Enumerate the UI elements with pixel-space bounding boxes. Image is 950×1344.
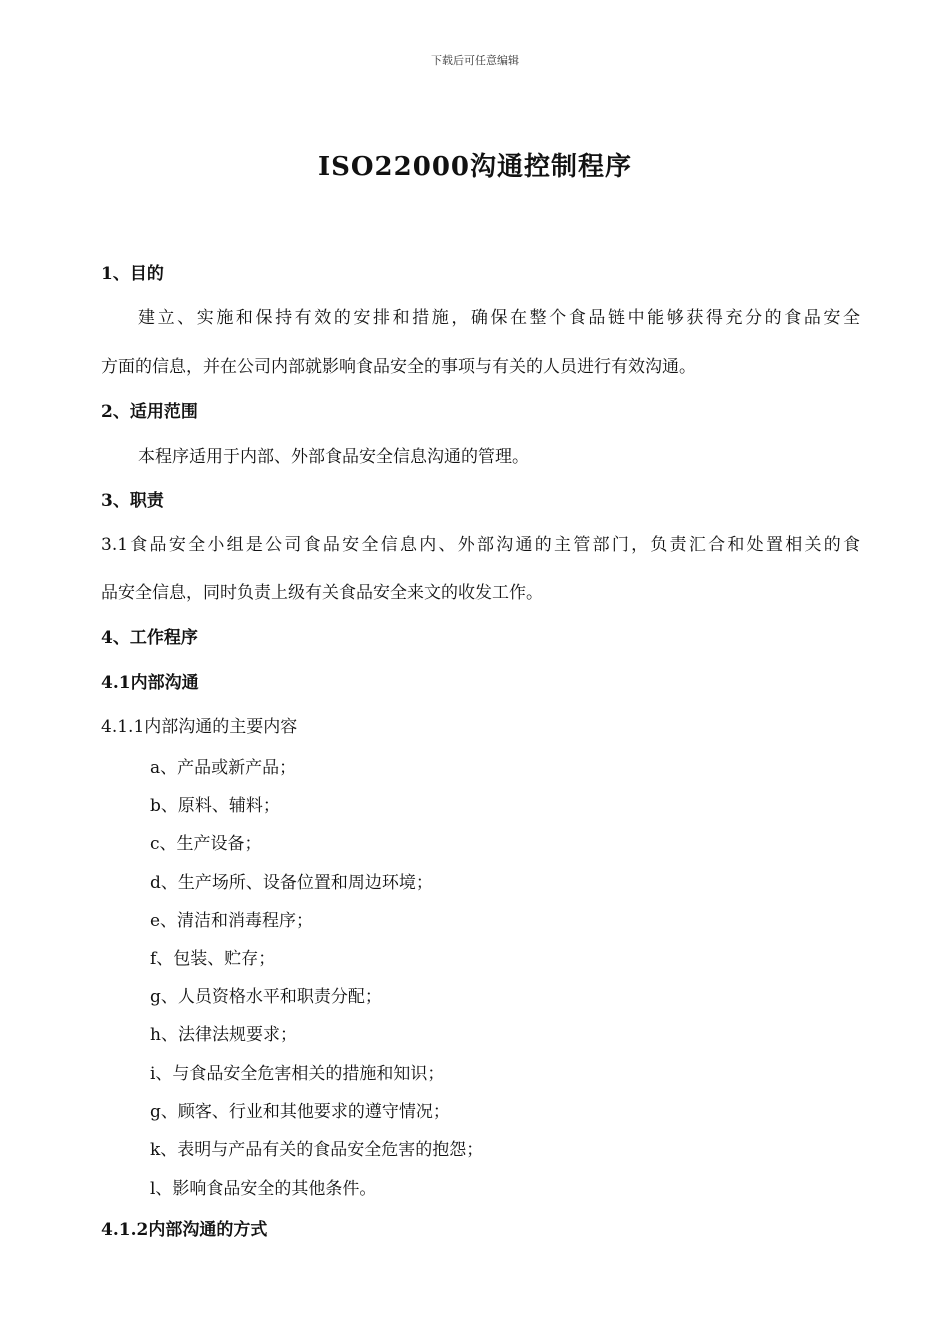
section-3-paragraph-line-1: 3.1食品安全小组是公司食品安全信息内、外部沟通的主管部门，负责汇合和处置相关的食 (101, 535, 860, 555)
section-2-heading: 2、适用范围 (101, 402, 198, 422)
list-item: a、产品或新产品； (150, 758, 297, 778)
list-item: d、生产场所、设备位置和周边环境； (150, 873, 433, 893)
section-4-1-2-heading: 4.1.2内部沟通的方式 (101, 1220, 268, 1240)
list-item: g、人员资格水平和职责分配； (150, 987, 382, 1007)
document-title: ISO22000沟通控制程序 (317, 152, 633, 182)
list-item: e、清洁和消毒程序； (150, 911, 314, 931)
list-item: f、包装、贮存； (150, 949, 276, 969)
list-item: l、影响食品安全的其他条件。 (150, 1179, 377, 1199)
section-1-paragraph-line-1: 建立、实施和保持有效的安排和措施，确保在整个食品链中能够获得充分的食品安全 (138, 308, 860, 328)
header-note: 下载后可任意编辑 (431, 54, 519, 67)
section-4-heading: 4、工作程序 (101, 628, 198, 648)
section-4-1-heading: 4.1内部沟通 (101, 673, 199, 693)
section-3-heading: 3、职责 (101, 491, 164, 511)
section-2-paragraph: 本程序适用于内部、外部食品安全信息沟通的管理。 (138, 447, 529, 467)
list-item: g、顾客、行业和其他要求的遵守情况； (150, 1102, 450, 1122)
section-3-paragraph-line-2: 品安全信息，同时负责上级有关食品安全来文的收发工作。 (101, 583, 543, 603)
section-4-1-1-heading: 4.1.1内部沟通的主要内容 (101, 717, 298, 737)
list-item: i、与食品安全危害相关的措施和知识； (150, 1064, 445, 1084)
list-item: c、生产设备； (150, 834, 262, 854)
section-1-paragraph-line-2: 方面的信息，并在公司内部就影响食品安全的事项与有关的人员进行有效沟通。 (101, 357, 696, 377)
section-1-heading: 1、目的 (101, 264, 164, 284)
list-item: b、原料、辅料； (150, 796, 280, 816)
list-item: k、表明与产品有关的食品安全危害的抱怨； (150, 1140, 484, 1160)
list-item: h、法律法规要求； (150, 1025, 297, 1045)
